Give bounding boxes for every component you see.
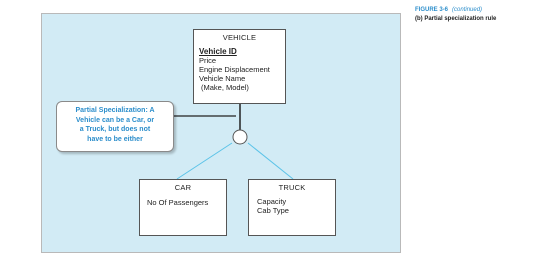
attribute: Price bbox=[199, 56, 217, 65]
entity-name: CAR bbox=[174, 183, 192, 192]
figure-continued: (continued) bbox=[452, 7, 483, 13]
entity-attributes bbox=[140, 192, 226, 207]
figure-number: FIGURE 3-6 bbox=[415, 7, 449, 13]
figure-subtitle: (b) Partial specialization rule bbox=[415, 16, 497, 22]
entity-attributes bbox=[194, 42, 285, 92]
callout-line: a Truck, but does not bbox=[79, 126, 151, 133]
vehicle-entity bbox=[193, 29, 286, 104]
attribute: Cab Type bbox=[257, 206, 289, 215]
callout-line: Vehicle can be a Car, or bbox=[75, 116, 155, 124]
entity-name: TRUCK bbox=[278, 183, 306, 192]
callout-line: Partial Specialization: A bbox=[75, 107, 155, 114]
car-entity bbox=[139, 179, 227, 236]
truck-entity bbox=[248, 179, 336, 236]
callout-line: have to be either bbox=[87, 135, 143, 143]
entity-name: VEHICLE bbox=[222, 33, 257, 42]
specialization-circle bbox=[233, 130, 247, 144]
primary-key-attribute: Vehicle ID bbox=[199, 47, 237, 56]
attribute: Engine Displacement bbox=[199, 65, 270, 74]
attribute: Capacity bbox=[257, 197, 287, 206]
attribute: Vehicle Name bbox=[199, 74, 246, 83]
entity-attributes bbox=[249, 192, 335, 215]
attribute: No Of Passengers bbox=[147, 198, 209, 207]
figure-caption bbox=[415, 6, 533, 24]
partial-specialization-callout bbox=[56, 101, 174, 152]
subtype-connector-car bbox=[177, 143, 232, 179]
subtype-connector-truck bbox=[248, 143, 293, 179]
attribute: (Make, Model) bbox=[201, 83, 249, 92]
